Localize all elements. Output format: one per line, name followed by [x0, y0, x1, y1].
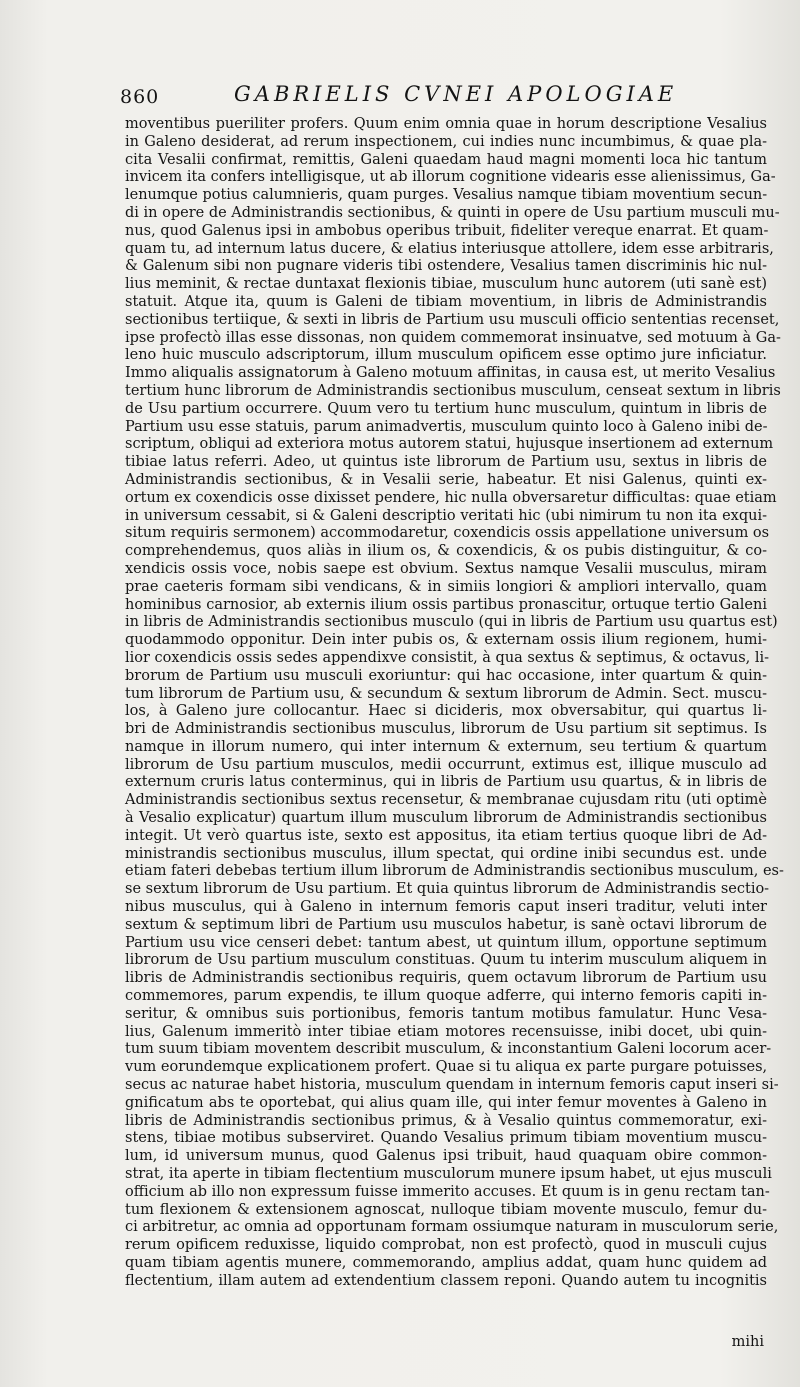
- text-line: de Usu partium occurrere. Quum vero tu tertium hunc musculum, quintum in libris de: [125, 400, 767, 417]
- text-line: & Galenum sibi non pugnare videris tibi ostendere, Vesalius tamen discriminis hic nul-: [125, 258, 767, 275]
- text-line: di in opere de Administrandis sectionibus, & quinti in opere de Usu partium musculi mu-: [125, 204, 780, 221]
- text-line: lius meminit, & rectae duntaxat flexionis tibiae, musculum hunc autorem (uti sanè est): [125, 276, 767, 293]
- text-line: stens, tibiae motibus subserviret. Quando Vesalius primum tibiam moventium muscu-: [125, 1130, 767, 1147]
- text-line: brorum de Partium usu musculi exoriuntur: qui hac occasione, inter quartum & quin-: [125, 667, 767, 684]
- text-line: namque in illorum numero, qui inter internum & externum, seu tertium & quartum: [125, 738, 767, 755]
- text-line: libris de Administrandis sectionibus primus, & à Vesalio quintus commemoratur, exi-: [125, 1112, 767, 1129]
- text-line: quam tu, ad internum latus ducere, & elatius interiusque attollere, idem esse arbitraris,: [125, 240, 774, 257]
- text-line: hominibus carnosior, ab externis ilium ossis partibus pronascitur, ortuque tertio Galeni: [125, 596, 767, 613]
- text-line: nus, quod Galenus ipsi in ambobus operibus tribuit, fideliter vereque enarrat. Et quam-: [125, 222, 769, 239]
- catchword: mihi: [731, 1334, 764, 1350]
- text-line: Immo aliqualis assignatorum à Galeno motuum affinitas, in causa est, ut merito Vesalius: [125, 365, 776, 382]
- text-line: tibiae latus referri. Adeo, ut quintus iste librorum de Partium usu, sextus in libris de: [125, 454, 767, 471]
- text-line: seritur, & omnibus suis portionibus, femoris tantum motibus famulatur. Hunc Vesa-: [125, 1005, 767, 1022]
- text-line: scriptum, obliqui ad exteriora motus autorem statui, hujusque insertionem ad externum: [125, 436, 774, 453]
- text-line: tum librorum de Partium usu, & secundum & sextum librorum de Admin. Sect. muscu-: [125, 685, 767, 702]
- text-line: cita Vesalii confirmat, remittis, Galeni quaedam haud magni momenti loca hic tantum: [125, 151, 767, 168]
- page-number: 860: [120, 86, 160, 108]
- text-line: comprehendemus, quos aliàs in ilium os, & coxendicis, & os pubis distinguitur, & co-: [125, 543, 767, 560]
- text-line: in universum cessabit, si & Galeni descriptio veritati hic (ubi nimirum tu non ita exqui-: [125, 507, 767, 524]
- text-line: commemores, parum expendis, te illum quoque adferre, qui interno femoris capiti in-: [125, 988, 767, 1005]
- text-line: officium ab illo non expressum fuisse immerito accuses. Et quum is in genu rectam tan-: [125, 1183, 770, 1200]
- text-line: situm requiris sermonem) accommodaretur, coxendicis ossis appellatione universum os: [125, 525, 770, 542]
- text-line: lenumque potius calumnieris, quam purges. Vesalius namque tibiam moventium secun-: [125, 187, 768, 204]
- text-line: ci arbitretur, ac omnia ad opportunam formam ossiumque naturam in musculorum serie,: [125, 1219, 779, 1236]
- text-line: in Galeno desiderat, ad rerum inspectionem, cui indies nunc incumbimus, & quae pla-: [125, 133, 767, 150]
- text-line: etiam fateri debebas tertium illum librorum de Administrandis sectionibus musculum, es-: [125, 863, 784, 880]
- text-line: vum eorundemque explicationem profert. Quae si tu aliqua ex parte purgare potuisses,: [125, 1059, 768, 1076]
- text-line: ministrandis sectionibus musculus, illum spectat, qui ordine inibi secundus est. unde: [125, 845, 767, 862]
- text-line: libris de Administrandis sectionibus requiris, quem octavum librorum de Partium usu: [125, 970, 767, 987]
- text-line: nibus musculus, qui à Galeno in internum femoris caput inseri traditur, veluti inter: [125, 899, 767, 916]
- text-line: Partium usu vice censeri debet: tantum abest, ut quintum illum, opportune septimum: [125, 934, 767, 951]
- text-line: moventibus pueriliter profers. Quum enim omnia quae in horum descriptione Vesalius: [125, 116, 767, 132]
- text-line: secus ac naturae habet historia, musculum quendam in internum femoris caput inseri si-: [125, 1077, 779, 1094]
- text-line: quam tibiam agentis munere, commemorando, amplius addat, quam hunc quidem ad: [125, 1255, 767, 1271]
- text-line: rerum opificem reduxisse, liquido comprobat, non est profectò, quod in musculi cujus: [125, 1237, 767, 1254]
- text-line: in libris de Administrandis sectionibus musculo (qui in libris de Partium usu quartus est): [125, 614, 778, 631]
- text-line: prae caeteris formam sibi vendicans, & in simiis longiori & ampliori intervallo, quam: [125, 578, 767, 595]
- text-line: gnificatum abs te oportebat, qui alius quam ille, qui inter femur moventes à Galeno in: [125, 1094, 767, 1111]
- text-line: xendicis ossis voce, nobis saepe est obvium. Sextus namque Vesalii musculus, miram: [125, 560, 767, 577]
- text-line: invicem ita confers intelligisque, ut ab illorum cognitione videaris esse alienissimus, Ga-: [125, 169, 776, 186]
- text-line: tum suum tibiam moventem describit musculum, & inconstantium Galeni locorum acer-: [125, 1041, 772, 1058]
- text-line: ipse profectò illas esse dissonas, non quidem commemorat insinuatve, sed motuum à Ga-: [125, 329, 781, 346]
- text-line: Administrandis sectionibus, & in Vesalii serie, habeatur. Et nisi Galenus, quinti ex-: [125, 471, 767, 488]
- text-line: statuit. Atque ita, quum is Galeni de tibiam moventium, in libris de Administrandis: [125, 293, 767, 310]
- body-text: [125, 116, 784, 1291]
- text-line: ortum ex coxendicis osse dixisset pendere, hic nulla obversaretur difficultas: quae etiam: [125, 489, 777, 506]
- text-line: lum, id universum munus, quod Galenus ipsi tribuit, haud quaquam obire common-: [125, 1148, 767, 1165]
- text-line: integit. Ut verò quartus iste, sexto est appositus, ita etiam tertius quoque libri de Ad-: [125, 827, 767, 844]
- text-line: à Vesalio explicatur) quartum illum musculum librorum de Administrandis sectionibus: [125, 810, 767, 827]
- text-line: sextum & septimum libri de Partium usu musculos habetur, is sanè octavi librorum de: [125, 916, 767, 933]
- text-line: lior coxendicis ossis sedes appendixve consistit, à qua sextus & septimus, & octavus, li-: [125, 649, 770, 666]
- text-line: flectentium, illam autem ad extendentium classem reponi. Quando autem tu incognitis: [125, 1272, 767, 1289]
- text-line: sectionibus tertiique, & sexti in libris de Partium usu musculi officio sententias recenset,: [125, 311, 780, 328]
- text-line: strat, ita aperte in tibiam flectentium musculorum munere ipsum habet, ut ejus musculi: [125, 1166, 772, 1183]
- text-line: tum flexionem & extensionem agnoscat, nulloque tibiam movente musculo, femur du-: [125, 1201, 767, 1218]
- text-line: externum cruris latus conterminus, qui in libris de Partium usu quartus, & in libris de: [125, 774, 767, 791]
- text-line: lius, Galenum immeritò inter tibiae etiam motores recensuisse, inibi docet, ubi quin-: [125, 1023, 767, 1040]
- text-line: se sextum librorum de Usu partium. Et quia quintus librorum de Administrandis sectio-: [125, 881, 770, 898]
- text-line: librorum de Usu partium musculum constituas. Quum tu interim musculum aliquem in: [125, 952, 767, 969]
- text-line: tertium hunc librorum de Administrandis sectionibus musculum, censeat sextum in libris: [125, 382, 781, 399]
- text-line: quodammodo opponitur. Dein inter pubis os, & externam ossis ilium regionem, humi-: [125, 632, 767, 649]
- text-line: bri de Administrandis sectionibus musculus, librorum de Usu partium sit septimus. Is: [125, 721, 767, 738]
- text-line: Partium usu esse statuis, parum animadvertis, musculum quinto loco à Galeno inibi de-: [125, 418, 768, 435]
- text-line: los, à Galeno jure collocantur. Haec si dicideris, mox obversabitur, qui quartus li-: [125, 703, 767, 720]
- text-line: leno huic musculo adscriptorum, illum musculum opificem esse optimo jure inficiatur.: [125, 347, 767, 364]
- running-title: GABRIELIS CVNEI APOLOGIAE: [234, 82, 678, 106]
- text-line: Administrandis sectionibus sextus recensetur, & membranae cujusdam ritu (uti optimè: [125, 792, 767, 809]
- text-line: librorum de Usu partium musculos, medii occurrunt, extimus est, illique musculo ad: [125, 756, 767, 773]
